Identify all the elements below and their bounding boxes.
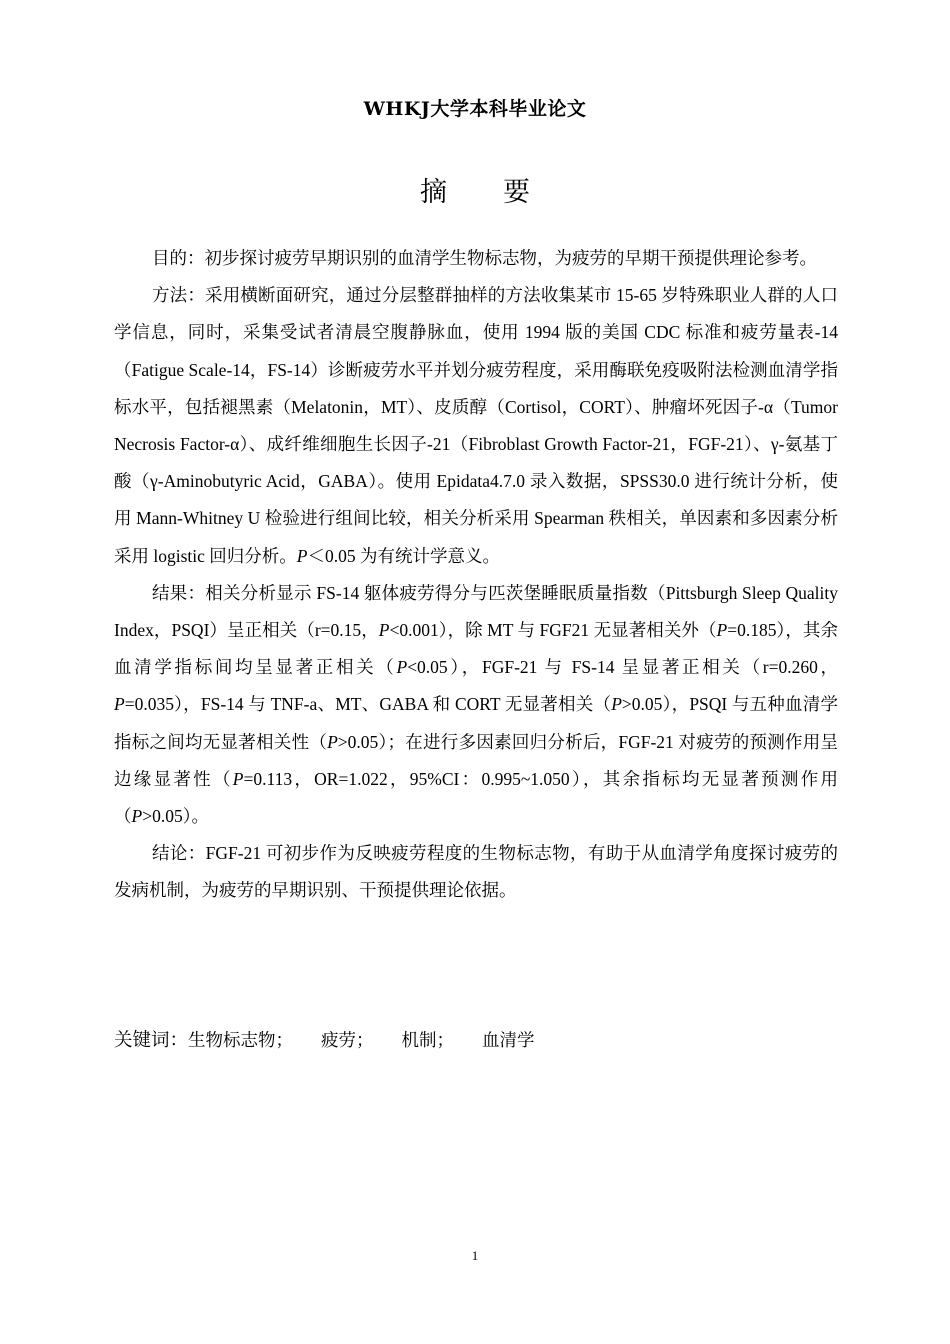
results-text-h: =0.113，OR=1.022，95%CI：0.995~1.050），其余指标均无显著预测作用（ xyxy=(114,768,839,827)
p-symbol: P xyxy=(232,768,244,789)
results-text-c: =0.185），其余血清学指标间均呈显著正相关（ xyxy=(114,620,838,678)
results-text-d: <0.05），FGF-21 与 FS-14 呈显著正相关（r=0.260， xyxy=(407,657,839,678)
methods-text-end: ＜0.05 为有统计学意义。 xyxy=(307,545,500,566)
keyword-item: 机制； xyxy=(401,1030,455,1050)
p-symbol: P xyxy=(396,657,408,678)
p-symbol: P xyxy=(327,731,338,752)
methods-paragraph xyxy=(114,277,838,575)
results-text-a: 结果：相关分析显示 FS-14 躯体疲劳得分与匹茨堡睡眠质量指数（Pittsburgh Sleep Quality Index，PSQI）呈正相关（r=0.15， xyxy=(114,582,838,641)
p-symbol: P xyxy=(611,694,622,715)
p-symbol: P xyxy=(114,694,125,715)
abstract-title xyxy=(0,170,950,209)
abstract-body xyxy=(114,240,838,910)
keyword-item: 血清学 xyxy=(482,1030,535,1050)
results-text-e: =0.035），FS-14 与 TNF-a、MT、GABA 和 CORT 无显著相关（ xyxy=(124,694,612,715)
running-header: WHKJ大学本科毕业论文 xyxy=(363,98,587,120)
keyword-item: 生物标志物； xyxy=(188,1030,294,1050)
methods-text: 方法：采用横断面研究，通过分层整群抽样的方法收集某市 15-65 岁特殊职业人群的人口学信息，同时，采集受试者清晨空腹静脉血，使用 1994 版的美国 CDC 标准和疲劳量表-14（Fatigue Scale-14，FS-14）诊断疲劳水平并划分疲劳程度，采用酶联免疫吸附法检测血清学指标水平，包括褪黑素（Melatonin，MT）、皮质醇（Cortisol，CORT）、肿瘤坏死因子-α（Tumor Necrosis Factor-α）、成纤维细胞生长因子-21（Fibroblast Growth Factor-21，FGF-21）、γ-氨基丁酸（γ-Aminobutyric Acid，GABA）。使用 Epidata4.7.0 录入数据，SPSS30.0 进行统计分析，使用 Mann-Whitney U 检验进行组间比较，相关分析采用 Spearman 秩相关，单因素和多因素分析采用 logistic 回归分析。 xyxy=(114,285,838,566)
keywords-label: 关键词： xyxy=(114,1030,189,1051)
p-symbol: P xyxy=(131,806,143,827)
page-number: 1 xyxy=(471,1248,479,1263)
results-text-g: >0.05）；在进行多因素回归分析后，FGF-21 对疲劳的预测作用呈边缘显著性（ xyxy=(114,731,838,789)
results-text-i: >0.05）。 xyxy=(142,806,209,827)
results-text-b: <0.001），除 MT 与 FGF21 无显著相关外（ xyxy=(389,620,717,641)
results-paragraph xyxy=(114,575,838,835)
conclusion-paragraph: 结论：FGF-21 可初步作为反映疲劳程度的生物标志物，有助于从血清学角度探讨疲劳的发病机制，为疲劳的早期识别、干预提供理论依据。 xyxy=(114,843,838,901)
keyword-item: 疲劳； xyxy=(321,1030,374,1050)
p-symbol: P xyxy=(296,545,308,566)
p-symbol: P xyxy=(716,620,728,641)
abstract-title-char-1: 摘 xyxy=(420,177,447,208)
abstract-title-char-2: 要 xyxy=(503,177,530,208)
keywords-line xyxy=(114,1024,838,1057)
results-text-f: >0.05），PSQI 与五种血清学指标之间均无显著相关性（ xyxy=(114,694,838,752)
p-symbol: P xyxy=(378,620,390,641)
objective-paragraph: 目的：初步探讨疲劳早期识别的血清学生物标志物，为疲劳的早期干预提供理论参考。 xyxy=(152,248,817,268)
